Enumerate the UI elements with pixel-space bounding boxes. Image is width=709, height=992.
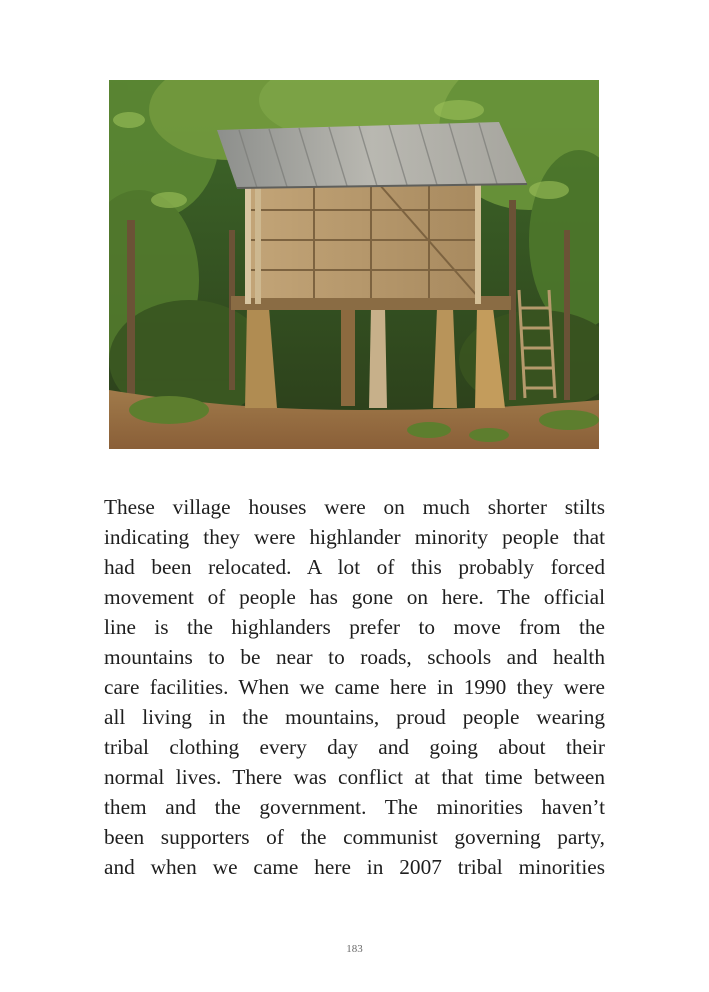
stilt-house-illustration (109, 80, 599, 449)
text-line: mountains to be near to roads, schools and health (104, 645, 605, 669)
text-line: tribal clothing every day and going about their (104, 735, 605, 759)
text-line: all living in the mountains, proud people wearing (104, 705, 605, 729)
text-line: line is the highlanders prefer to move from the (104, 615, 605, 639)
text-line: movement of people has gone on here. The official (104, 585, 605, 609)
text-line: had been relocated. A lot of this probably forced (104, 555, 605, 579)
page-number: 183 (346, 943, 363, 955)
text-line: been supporters of the communist governing party, (104, 825, 605, 849)
text-line: them and the government. The minorities haven’t (104, 795, 605, 819)
text-line: These village houses were on much shorter stilts (104, 495, 605, 519)
photo-stilt-house (109, 80, 599, 449)
text-line: and when we came here in 2007 tribal minorities (104, 855, 605, 879)
body-paragraph (104, 492, 605, 882)
text-line: care facilities. When we came here in 1990 they were (104, 675, 605, 699)
text-line: normal lives. There was conflict at that time between (104, 765, 605, 789)
text-line: indicating they were highlander minority people that (104, 525, 605, 549)
